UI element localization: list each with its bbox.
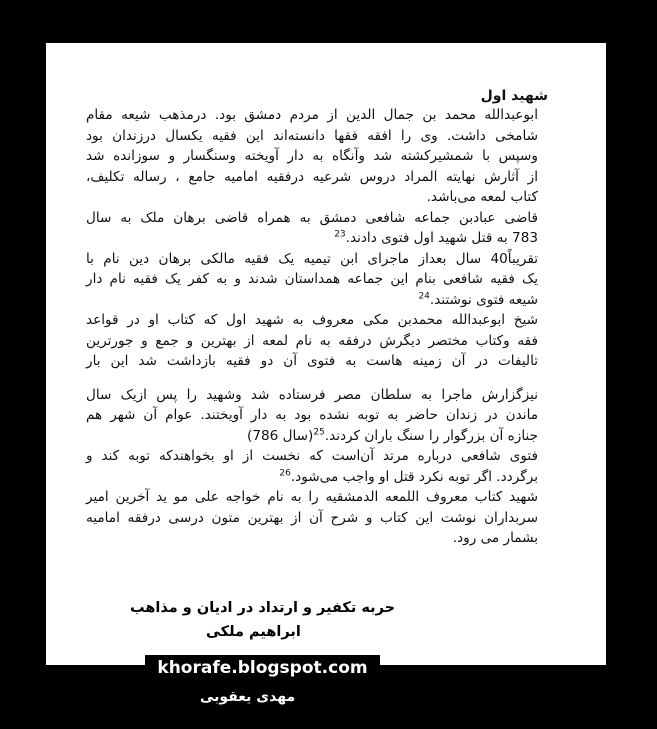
line-text: شامخی داشت. وی را افقه فقها دانسته‌اند این فقیه یکسال درزندان بود <box>86 127 538 144</box>
line-text: شیخ ابوعبدالله محمدبن مکی معروف به شهید اول که کتاب او در قواعد <box>86 312 538 328</box>
watermark-url: khorafe.blogspot.com <box>157 658 368 678</box>
text-line <box>86 405 538 426</box>
text-line <box>86 126 538 147</box>
text-line <box>86 249 538 270</box>
line-text: فقه وکتاب مختصر دیگرش درفقه به نام لمعه از بهترین و جمع و جورترین <box>86 332 538 349</box>
line-text: نیزگزارش ماجرا به سلطان مصر فرستاده شد وشهید را پس ازیک سال <box>86 386 538 403</box>
text-line <box>86 187 538 208</box>
author-name: ابراهیم ملکی <box>206 624 301 640</box>
watermark-name: مهدی یعقوبی <box>200 689 296 705</box>
line-text: برگردد. اگر توبه نکرد قتل او واجب می‌شود. <box>290 468 538 485</box>
line-text: جنازه آن بزرگوار را سنگ باران کردند. <box>324 427 538 444</box>
text-line <box>86 487 538 508</box>
footnote-ref: 23 <box>334 229 346 240</box>
line-text: ابوعبدالله محمد بن جمال الدین از مردم دمشق بود. درمذهب شیعه مقام <box>86 107 538 123</box>
line-text: ماندن در زندان حاضر به توبه نشده بود به دار آویختند. عوام آن شهر هم <box>86 407 538 423</box>
text-line <box>86 228 538 249</box>
text-line <box>86 208 538 229</box>
line-text: از آثارش نهایته المراد دروس شرعیه درفقیه امامیه جامع ، رساله تکلیف، <box>86 168 538 185</box>
text-line <box>86 269 538 290</box>
text-line <box>86 105 538 126</box>
footnote-ref: 24 <box>418 290 430 301</box>
text-line <box>86 331 538 352</box>
document-page <box>46 43 606 665</box>
text-line <box>86 310 538 331</box>
footnote-ref: 25 <box>313 426 325 437</box>
text-line <box>86 290 538 311</box>
line-text: وسپس با شمشیرکشته شد وآنگاه به دار آویخته وسنگسار و سوزانده شد <box>86 148 538 164</box>
text-line <box>86 508 538 529</box>
watermark-banner <box>145 655 380 682</box>
body-text <box>86 105 538 549</box>
line-text: تقریباً40 سال بعداز ماجرای ابن تیمیه یک فقیه مالکی برهان دین نام با <box>86 250 538 267</box>
footnote-ref: 26 <box>279 467 291 478</box>
line-text: کتاب لمعه می‌باشد. <box>426 189 538 205</box>
text-line <box>86 528 538 549</box>
line-text: 783 به قتل شهید اول فتوی دادند. <box>345 230 538 246</box>
line-text: سربداران نوشت این کتاب و شرح آن از بهترین متون درسی درفقه امامیه <box>86 509 538 526</box>
book-title: حربه تکفیر و ارتداد در ادیان و مذاهب <box>130 600 396 616</box>
text-line <box>86 467 538 488</box>
line-text: قاضی عبادبن جماعه شافعی دمشق به همراه قاضی برهان ملک به سال <box>86 209 538 226</box>
page-heading: شهید اول <box>480 88 548 104</box>
line-text: بشمار می رود. <box>452 530 538 546</box>
line-text: تالیفات در آن زمینه هاست به فتوی آن دو فقیه بازداشت شد این بار <box>86 353 538 369</box>
line-text: یک فقیه شافعی بنام این جماعه همداستان شدند و به کفر یک فقیه نام دار <box>86 271 538 287</box>
text-line <box>86 426 538 447</box>
text-line <box>86 385 538 406</box>
text-line <box>86 167 538 188</box>
line-text: فتوی شافعی درباره مرتد آن‌است که نخست از او بخواهندکه توبه کند و <box>86 448 538 464</box>
line-text: شهید کتاب معروف اللمعه الدمشقیه را به نام خواجه علی مو ید آخرین امیر <box>86 489 538 505</box>
line-text: شیعه فتوی نوشتند. <box>429 291 538 308</box>
line-note: (سال 786) <box>247 427 314 444</box>
text-line <box>86 146 538 167</box>
text-line <box>86 446 538 467</box>
text-line <box>86 351 538 372</box>
